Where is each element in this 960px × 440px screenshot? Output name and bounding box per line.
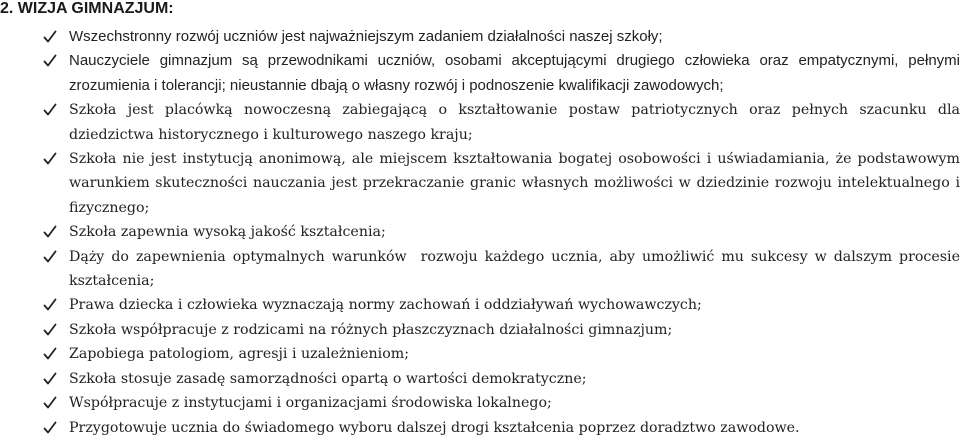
list-item (0, 293, 960, 317)
checkmark-icon (43, 347, 57, 361)
checkmark-icon (43, 298, 57, 312)
list-item-text: Przygotowuje ucznia do świadomego wyboru dalszej drogi kształcenia poprzez doradztwo zawodowe. (69, 419, 800, 436)
list-item (0, 391, 960, 415)
checkmark-icon (43, 30, 57, 44)
list-item (0, 367, 960, 391)
list-item (0, 25, 960, 49)
list-item-text: Szkoła nie jest instytucją anonimową, ale miejscem kształtowania bogatej osobowości i uświadamiania, że podstawowym warunkiem skuteczności nauczania jest przekraczanie granic własnych możliwości w dziedzinie rozwoju intelektualnego i fizycznego; (69, 151, 960, 216)
checkmark-icon (43, 225, 57, 239)
list-item (0, 318, 960, 342)
checkmark-icon (43, 103, 57, 117)
checkmark-icon (43, 323, 57, 337)
list-item (0, 220, 960, 244)
list-item (0, 416, 960, 440)
list-item (0, 49, 960, 98)
list-item-text: Nauczyciele gimnazjum są przewodnikami uczniów, osobami akceptującymi drugiego człowieka oraz empatycznymi, pełnymi zrozumienia i tolerancji; nieustannie dbają o własny rozwój i podnoszenie kwalifikacji zawodowych; (69, 52, 960, 94)
section-heading: 2. WIZJA GIMNAZJUM: (0, 0, 174, 17)
list-item-text: Współpracuje z instytucjami i organizacjami środowiska lokalnego; (69, 395, 552, 412)
checkmark-icon (43, 54, 57, 68)
checkmark-icon (43, 250, 57, 264)
list-item-text: Szkoła stosuje zasadę samorządności opartą o wartości demokratyczne; (69, 370, 587, 387)
list-item-text: Szkoła współpracuje z rodzicami na różnych płaszczyznach działalności gimnazjum; (69, 321, 673, 338)
list-item (0, 147, 960, 220)
checkmark-icon (43, 372, 57, 386)
list-item-text: Prawa dziecka i człowieka wyznaczają normy zachowań i oddziaływań wychowawczych; (69, 297, 702, 314)
list-item (0, 342, 960, 366)
list-item-text: Dąży do zapewnienia optymalnych warunków rozwoju każdego ucznia, aby umożliwić mu sukcesy w dalszym procesie kształcenia; (69, 248, 960, 290)
checkmark-icon (43, 396, 57, 410)
list-item-text: Wszechstronny rozwój uczniów jest najważniejszym zadaniem działalności naszej szkoły; (69, 28, 663, 45)
list-item-text: Szkoła zapewnia wysoką jakość kształcenia; (69, 224, 386, 241)
list-item-text: Szkoła jest placówką nowoczesną zabiegającą o kształtowanie postaw patriotycznych oraz pełnych szacunku dla dziedzictwa historycznego i kulturowego naszego kraju; (69, 102, 960, 143)
checkmark-icon (43, 152, 57, 166)
list-item-text: Zapobiega patologiom, agresji i uzależnieniom; (69, 346, 409, 363)
list-item (0, 245, 960, 294)
list-item (0, 98, 960, 147)
checkmark-icon (43, 421, 57, 435)
vision-list (0, 25, 960, 440)
